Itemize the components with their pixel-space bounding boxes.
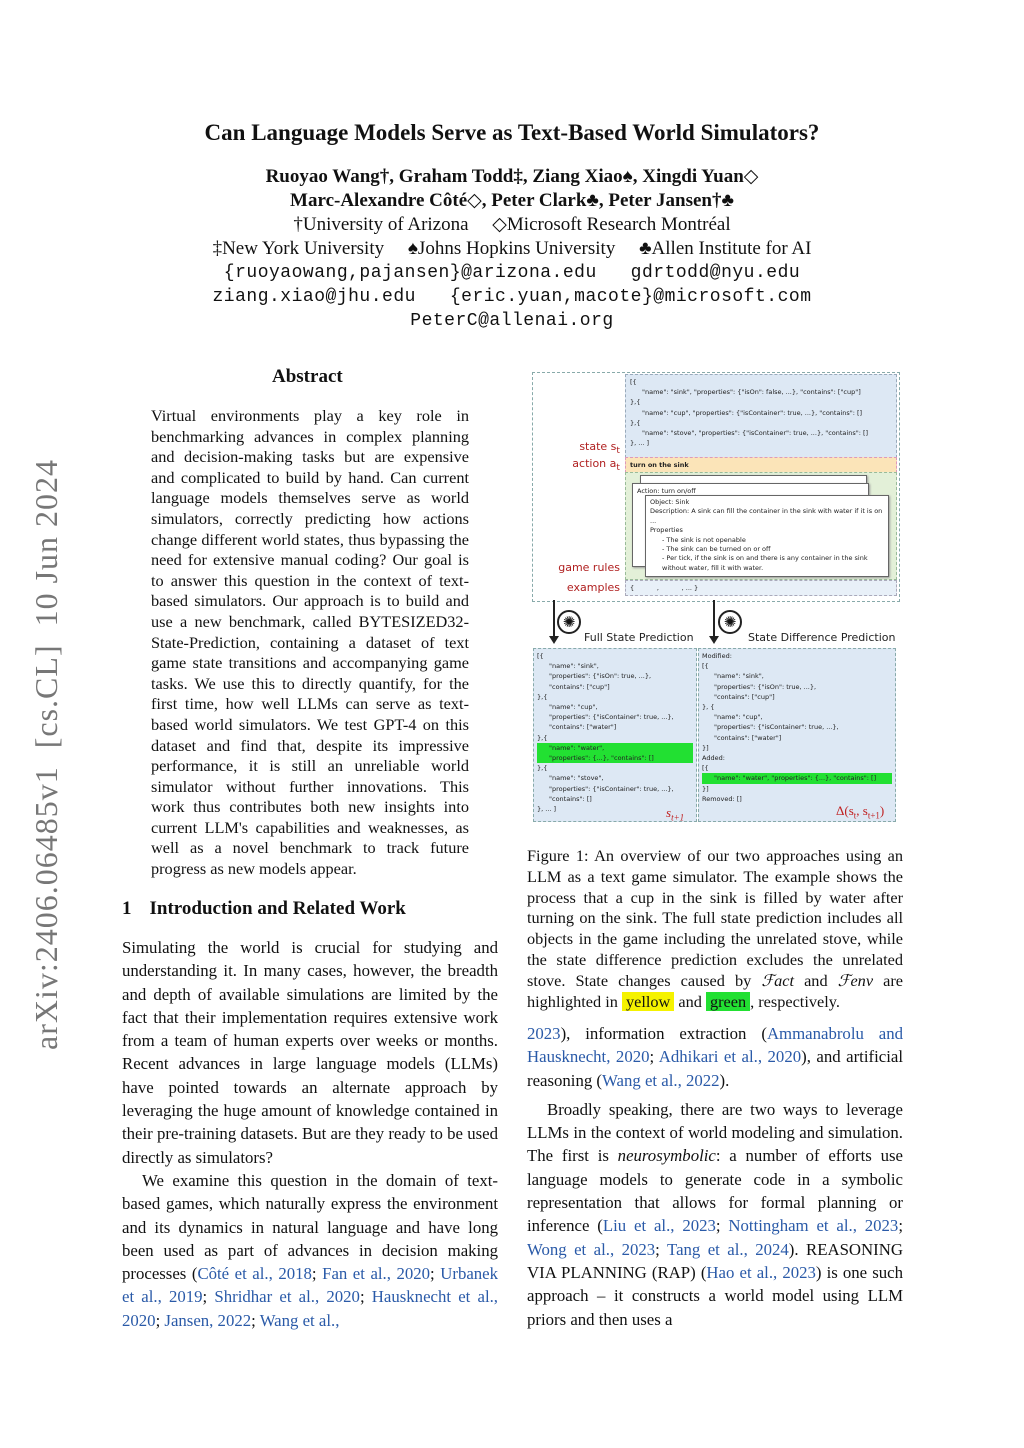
paragraph-1: Simulating the world is crucial for studying and understanding it. In many cases, however, the breadth and depth of available simulations are limited by the fact that their implementation requires extensive work from a team of human experts over weeks or months. Recent advances in large language models (LLMs) have pointed towards an alternate approach by leveraging the huge amount of knowledge contained in their pre-training datasets. But are they ready to be used directly as simulators? [122,938,498,1167]
code-line: "properties": {"isContainer": true, ...}, [549,713,674,722]
code-line: "name": "stove", [549,774,604,783]
s-next-label: $s_{t+1}$ [666,805,685,823]
state-json [626,375,896,450]
authors-line-1: Ruoyao Wang†, Graham Todd‡, Ziang Xiao♠, Xingdi Yuan◇ [265,166,759,187]
full-state-json [534,649,696,816]
citation-wang-2022[interactable]: Wang et al., 2022 [602,1070,720,1090]
abstract-heading: Abstract [272,366,343,387]
section-number: 1 [122,898,132,919]
code-line: [{ [702,764,709,773]
code-line: },{ [537,764,548,773]
examples-box [625,580,897,596]
column-1-body [122,936,498,1332]
column-2-body [527,1022,903,1331]
examples-label: examples [566,581,620,594]
code-line: }, ... ] [630,439,650,448]
code-line: "properties": {"isContainer": true, ...}, [714,723,839,732]
citation-hao[interactable]: Hao et al., 2023 [706,1262,816,1282]
action-box [625,457,897,473]
code-line: }, ... ] [537,805,557,814]
full-state-box [533,648,697,822]
section-heading [122,898,406,920]
citation-adhikari[interactable]: Adhikari et al., 2020 [658,1047,802,1067]
arxiv-watermark: arXiv:2406.06485v1 [cs.CL] 10 Jun 2024 [28,458,64,1050]
code-line: [{ [537,652,544,660]
code-line: "name": "water", [537,743,693,753]
citation-wong[interactable]: Wong et al., 2023 [527,1239,656,1259]
citation-hausknecht[interactable]: Hausknecht et al., 2020 [122,1287,498,1330]
code-line: "name": "water", "properties": {...}, "contains": [] [702,773,892,783]
citation-ammanabrolu[interactable]: Ammanabrolu and Hausknecht, 2020 [527,1024,903,1067]
code-line: "properties": {"isOn": true, ...}, [549,672,652,681]
code-line: "name": "stove", "properties": {"isContainer": true, ...}, "contains": [] [642,429,869,438]
citation-jansen[interactable]: Jansen, 2022 [164,1310,252,1330]
affiliation-line-1: †University of Arizona ◇Microsoft Research Montréal [293,214,731,235]
delta-label: $\Delta(s_t$, $s_{t+1}$) [836,803,885,821]
code-line: Removed: [] [702,794,742,803]
highlight-green: green [706,992,750,1011]
code-line: "name": "sink", [714,672,764,681]
code-line: },{ [537,733,548,742]
author-block [0,165,1024,333]
code-line: },{ [537,692,548,701]
email-line-2: ziang.xiao@jhu.edu {eric.yuan,macote}@microsoft.com [212,287,812,307]
figure-caption: Figure 1: An overview of our two approaches using an LLM as a text game simulator. The example shows the process that a cup in the sink is filled by water after turning on the sink. The full state prediction includes all objects in the game including the unrelated stove, while the state difference prediction excludes the unrelated stove. State changes caused by ℱact and ℱenv are highlighted in yellow and green , respectively. [527,846,903,1011]
arrow-left-head [549,636,559,644]
email-line-3: PeterC@allenai.org [410,311,614,331]
arrow-left-line [553,600,555,638]
code-line: [{ [702,662,709,671]
rule-card [645,495,889,577]
full-state-label: Full State Prediction [584,631,694,644]
rule-card-action: Action: turn on/off [637,487,696,495]
state-label: state $s_t$ [579,440,620,457]
email-line-1: {ruoyaowang,pajansen}@arizona.edu gdrtodd@nyu.edu [223,263,801,283]
citation-wang-2023[interactable]: 2023 [527,1024,561,1043]
paragraph-3: Broadly speaking, there are two ways to leverage LLMs in the context of world modeling and simulation. The first is neurosymbolic: a number of efforts use language models to generate code in a symbolic representation that allows for formal planning or inference (Liu et al., 2023; Nottingham et al., 2023; Wong et al., 2023; Tang et al., 2024). REASONING VIA PLANNING (RAP) (Hao et al., 2023) is one such approach – it constructs a world model using LLM priors and then uses a [527,1099,903,1329]
arrow-right-line [713,600,715,638]
code-line: "name": "cup", [714,713,763,722]
examples-text: { , , ... } [630,584,699,592]
code-line: "contains": ["cup"] [549,682,610,691]
code-line: }, { [702,703,715,712]
section-title: Introduction and Related Work [149,898,406,919]
citation-fan[interactable]: Fan et al., 2020 [322,1264,431,1284]
code-line: }] [702,743,709,752]
citation-nottingham[interactable]: Nottingham et al., 2023 [728,1216,899,1236]
llm-icon: ✺ [557,610,581,634]
code-line: },{ [630,418,641,427]
arrow-right-head [709,636,719,644]
code-line: "contains": ["water"] [714,733,782,742]
code-line: Added: [702,754,725,763]
code-line: "contains": ["cup"] [714,692,775,701]
code-line: "name": "cup", "properties": {"isContainer": true, ...}, "contains": [] [642,408,863,417]
rule-card-text: Object: Sink Description: A sink can fill the container in the sink with water if it is on ... Properties - The sink is not openable - The sink can be turned on or off - Per tick, if the sink is on and there is any container in the sink without water, fill it with water. [650,498,883,572]
code-line: "name": "sink", [549,662,599,671]
paragraph-2: We examine this question in the domain of text-based games, which naturally express the environment and its dynamics in natural language and have long been used as part of advances in decision making processes (Côté et al., 2018; Fan et al., 2020; Urbanek et al., 2019; Shridhar et al., 2020; Hausknecht et al., 2020; Jansen, 2022; Wang et al., [122,1170,499,1330]
action-label: action $a_t$ [572,457,620,474]
citation-tang[interactable]: Tang et al., 2024 [666,1239,789,1259]
abstract-text: Virtual environments play a key role in benchmarking advances in complex planning and decision-making tasks but are expensive and complicated to build by hand. Can current language models themselves serve as world simulators, correctly predicting how actions change different world states, thus bypassing the need for extensive manual coding? Our goal is to answer this question in the context of text-based simulators. Our approach is to build and use a new benchmark, called BYTESIZED32-State-Prediction, containing a dataset of text game state transitions and accompanying game tasks. We use this to directly quantify, for the first time, how well LLMs can serve as text-based world simulators. We test GPT-4 on this dataset and find that, despite its impressive performance, it is still an unreliable world simulator without further innovations. This work thus contributes both new insights into current LLM's capabilities and weaknesses, as well as a novel benchmark to track future progress as new models appear. [151,406,469,879]
code-line: "contains": [] [549,794,592,803]
paragraph-continued: 2023), information extraction (Ammanabrolu and Hausknecht, 2020; Adhikari et al., 2020), and artificial reasoning (Wang et al., 2022). [527,1024,903,1090]
code-line: "properties": {...}, "contains": [] [537,753,693,763]
code-line: },{ [630,398,641,407]
citation-shridhar[interactable]: Shridhar et al., 2020 [214,1287,360,1307]
citation-cote[interactable]: Côté et al., 2018 [197,1264,312,1284]
code-line: }] [702,784,709,793]
citation-urbanek[interactable]: Urbanek et al., 2019 [122,1264,499,1307]
paragraph-2-text: We examine this question in the domain of text-based games, which naturally express the environment and its dynamics in natural language and have long been used as part of advances in decision making processes ( [122,1170,498,1284]
authors-line-2: Marc-Alexandre Côté◇, Peter Clark♣, Peter Jansen†♣ [290,190,734,211]
state-diff-json [699,649,895,806]
code-line: "contains": ["water"] [549,723,617,732]
paper-title: Can Language Models Serve as Text-Based World Simulators? [204,120,820,145]
code-line: Modified: [702,652,732,660]
llm-icon: ✺ [718,610,742,634]
state-diff-label: State Difference Prediction [748,631,896,644]
state-diff-box [698,648,896,822]
code-line: [{ [630,378,637,386]
action-text: turn on the sink [630,461,689,469]
code-line: "properties": {"isOn": true, ...}, [714,682,817,691]
highlight-yellow: yellow [622,992,674,1011]
code-line: "name": "sink", "properties": {"isOn": false, ...}, "contains": ["cup"] [642,388,861,397]
game-rules-label: game rules [558,561,620,574]
code-line: "name": "cup", [549,703,598,712]
code-line: "properties": {"isContainer": true, ...}, [549,784,674,793]
state-box [625,374,897,458]
citation-wang[interactable]: Wang et al., [259,1310,340,1330]
affiliation-line-2: ‡New York University ♠Johns Hopkins University ♣Allen Institute for AI [212,238,812,259]
citation-liu[interactable]: Liu et al., 2023 [602,1216,716,1236]
